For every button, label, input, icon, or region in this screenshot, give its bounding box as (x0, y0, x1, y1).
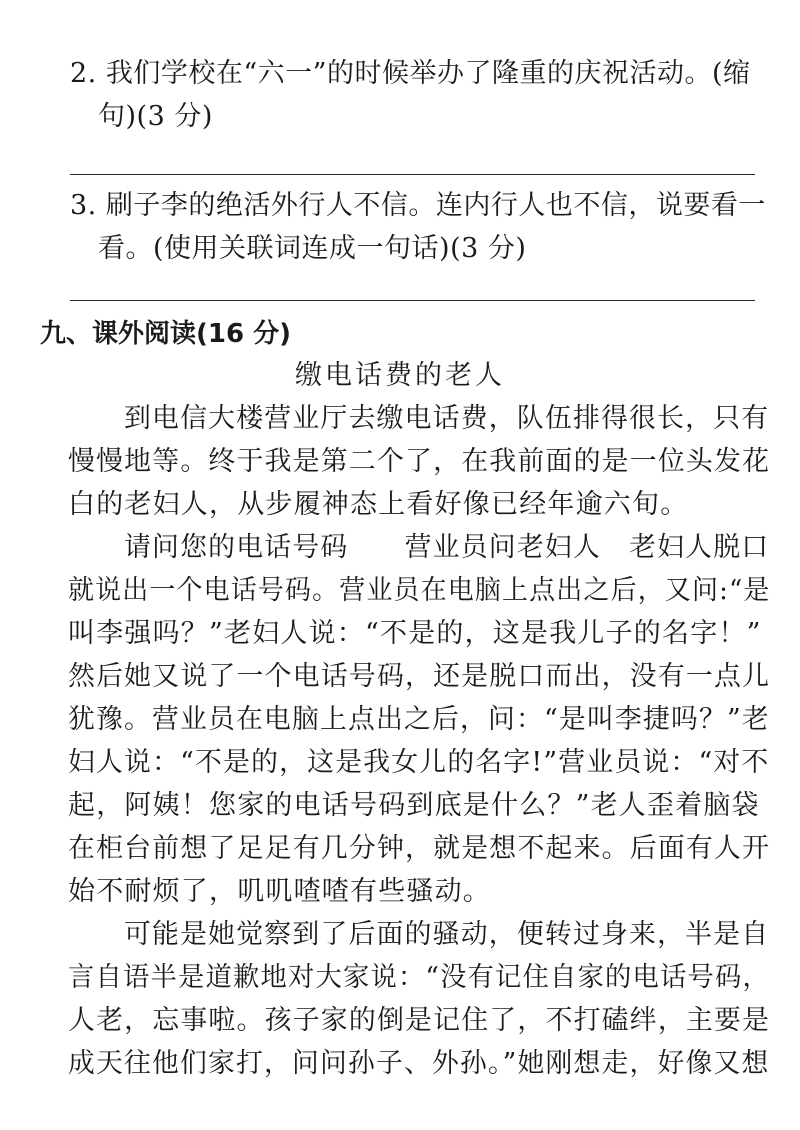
paragraph-3-line-2: 言自语半是道歉地对大家说：“没有记住自家的电话号码， (68, 962, 771, 993)
paragraph-3-line-3: 人老，忘事啦。孩子家的倒是记住了，不打磕绊，主要是 (68, 1005, 771, 1036)
question-3-number: 3. (70, 190, 97, 221)
question-3-line-2: 看。(使用关联词连成一句话)(3 分) (98, 233, 527, 264)
paragraph-2-line-5: 犹豫。营业员在电脑上点出之后，问：“是叫李捷吗？”老 (68, 704, 770, 735)
paragraph-3-line-1: 可能是她觉察到了后面的骚动，便转过身来，半是自 (124, 919, 770, 950)
paragraph-2-line-9: 始不耐烦了，叽叽喳喳有些骚动。 (68, 876, 491, 907)
paragraph-1-line-2: 慢慢地等。终于我是第二个了，在我前面的是一位头发花 (68, 446, 771, 477)
question-2-line-2: 句)(3 分) (98, 101, 213, 132)
section-heading: 九、课外阅读(16 分) (40, 319, 291, 349)
question-2-answer-line[interactable] (70, 174, 755, 175)
paragraph-1-line-3: 白的老妇人，从步履神态上看好像已经年逾六旬。 (68, 489, 689, 520)
question-2-line-1 (70, 54, 751, 94)
paragraph-2-line-3: 叫李强吗？”老妇人说：“不是的，这是我儿子的名字！” (68, 618, 762, 649)
paragraph-2-line-1: 请问您的电话号码 营业员问老妇人 老妇人脱口 (124, 532, 770, 563)
question-3-answer-line[interactable] (70, 300, 755, 301)
paragraph-2-line-6: 妇人说：“不是的，这是我女儿的名字!”营业员说：“对不 (68, 747, 770, 778)
paragraph-2-line-7: 起，阿姨！您家的电话号码到底是什么？”老人歪着脑袋 (68, 790, 760, 821)
paragraph-2-line-8: 在柜台前想了足足有几分钟，就是想不起来。后面有人开 (68, 833, 771, 864)
question-3-line-1 (70, 186, 766, 226)
paragraph-1-line-1: 到电信大楼营业厅去缴电话费，队伍排得很长，只有 (124, 403, 770, 434)
paragraph-2-line-4: 然后她又说了一个电话号码，还是脱口而出，没有一点儿 (68, 661, 771, 692)
paragraph-3-line-4: 成天往他们家打，问问孙子、外孙。”她刚想走，好像又想 (68, 1048, 770, 1079)
story-title: 缴电话费的老人 (295, 360, 505, 391)
question-2-number: 2. (70, 58, 97, 89)
question-3-text: 刷子李的绝活外行人不信。连内行人也不信，说要看一 (105, 190, 766, 221)
question-2-text: 我们学校在“六一”的时候举办了隆重的庆祝活动。(缩 (105, 58, 751, 89)
paragraph-2-line-2: 就说出一个电话号码。营业员在电脑上点出之后，又问:“是 (68, 575, 771, 606)
